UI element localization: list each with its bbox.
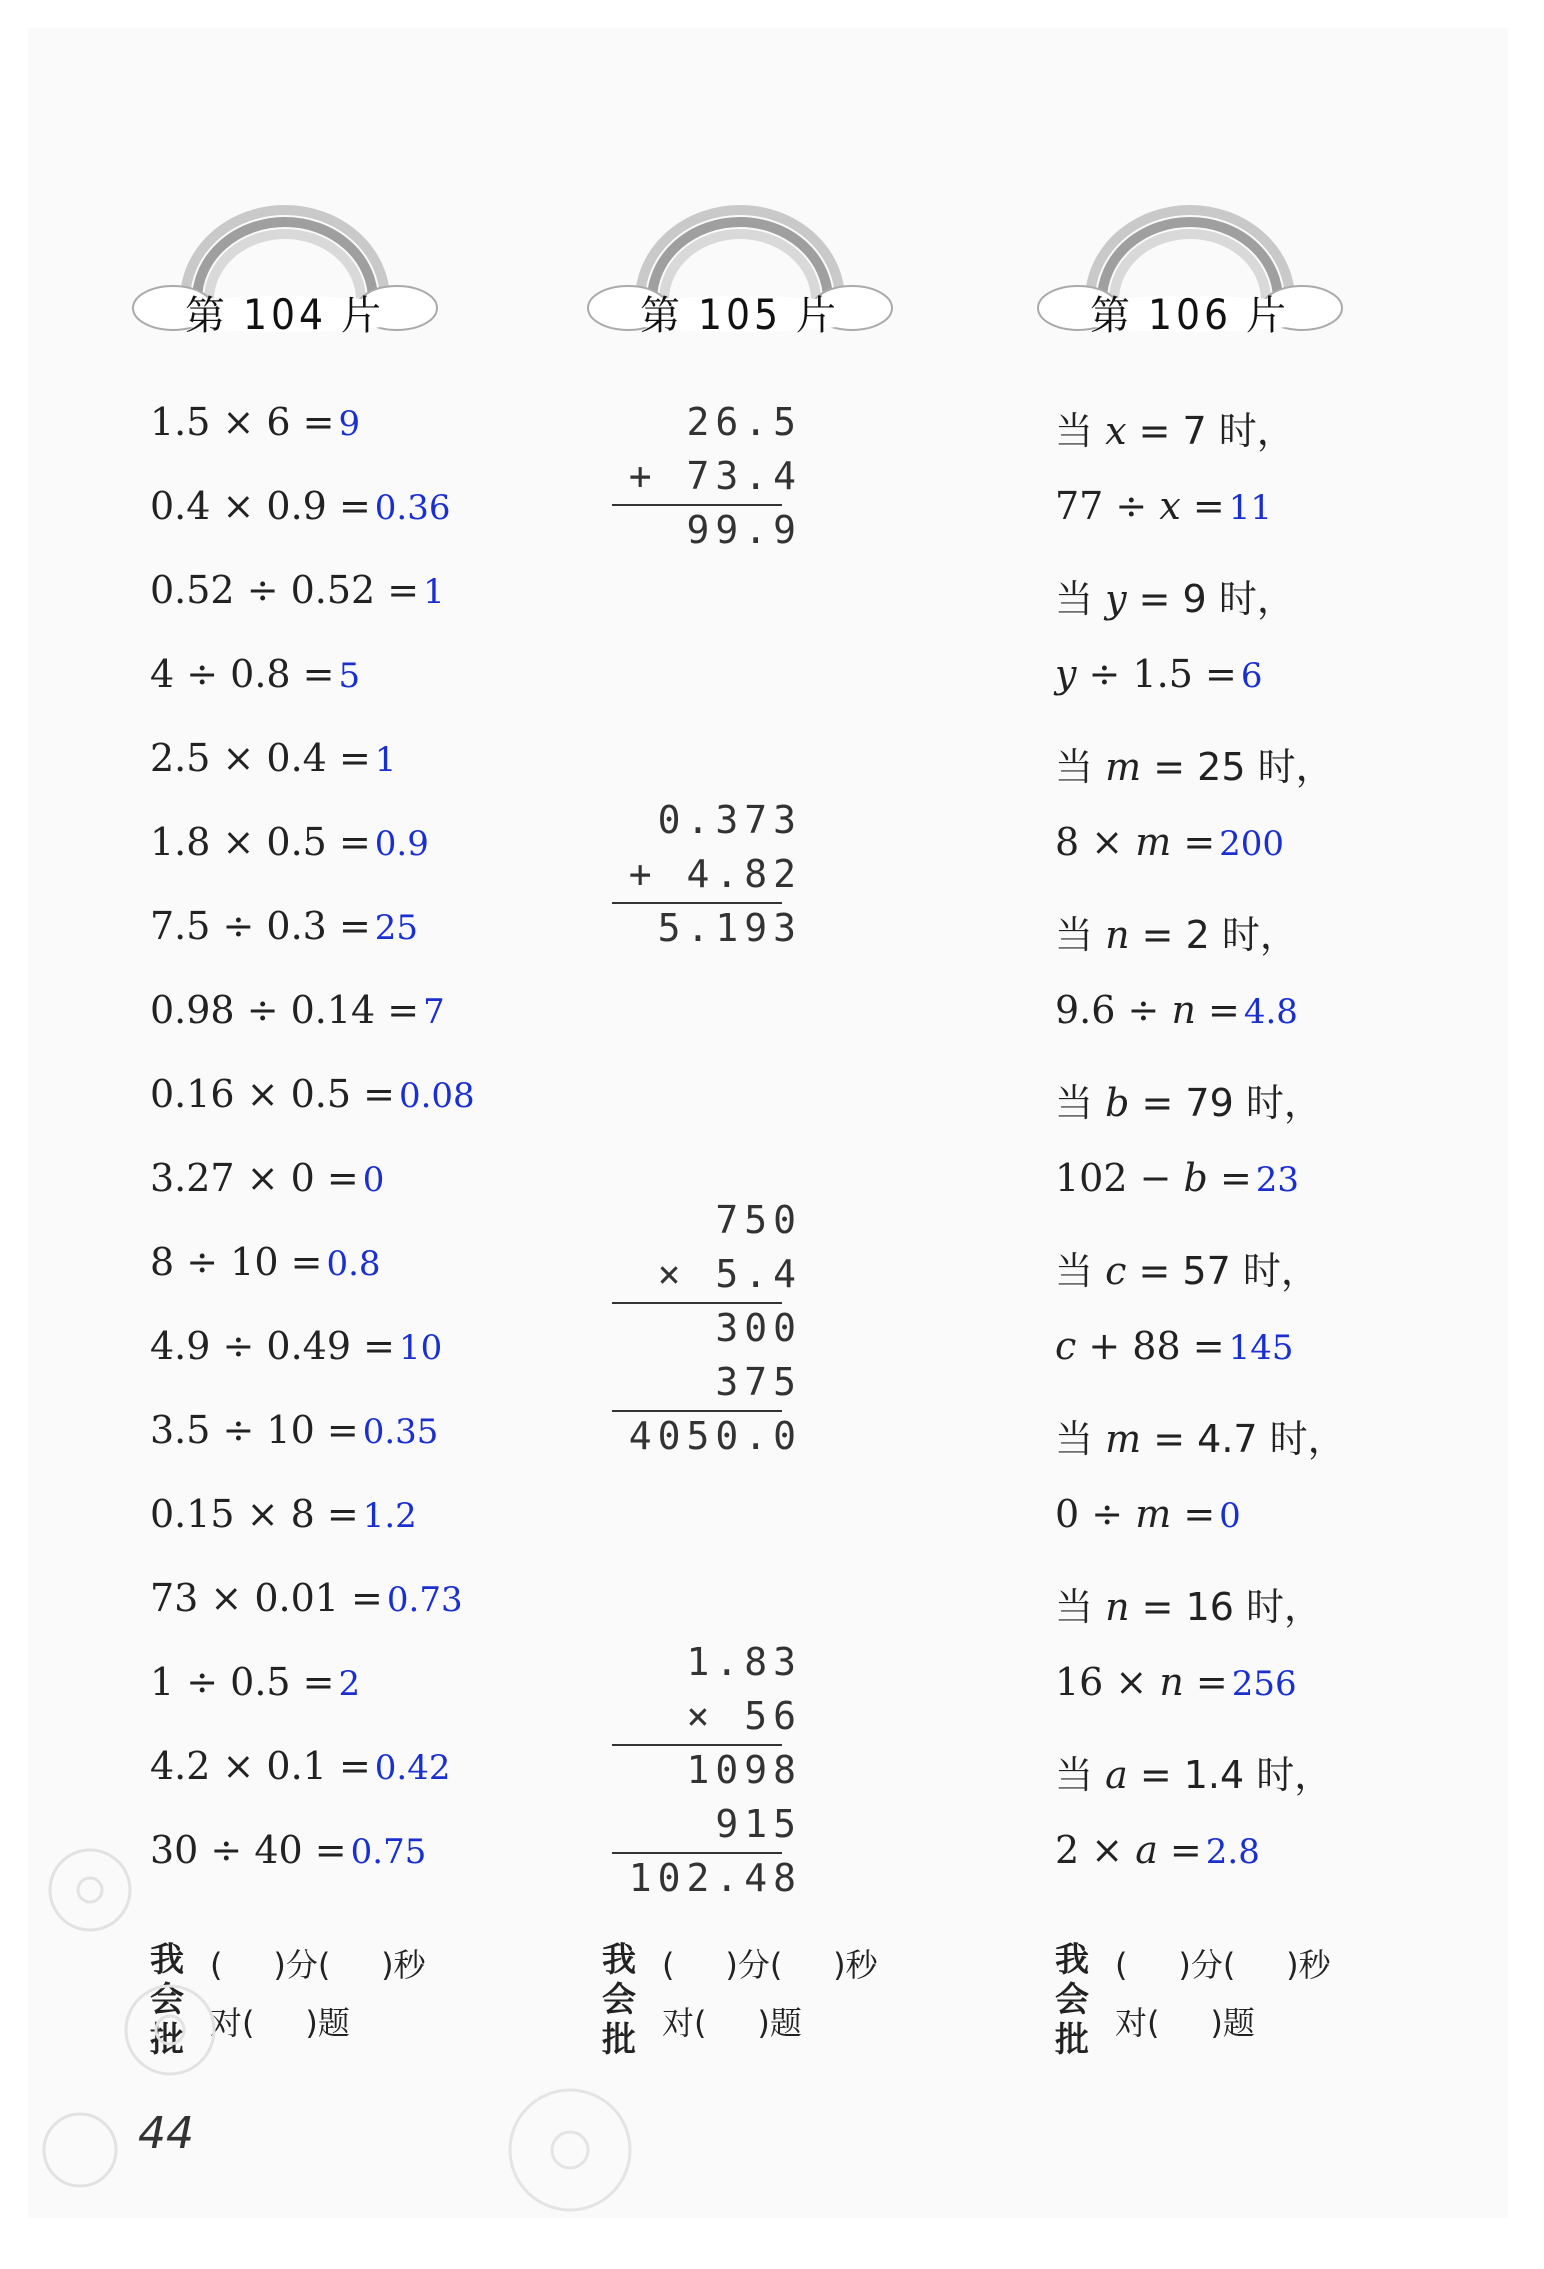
section-header-106 — [1030, 190, 1350, 340]
expression-part: = — [1183, 1660, 1228, 1704]
calculation-line — [612, 1410, 782, 1412]
variable: c — [1055, 1324, 1077, 1368]
section-suffix: 片 — [796, 293, 841, 339]
page-number: 44 — [138, 2108, 194, 2159]
exercise-row — [150, 988, 445, 1032]
expression-part: = — [1171, 820, 1216, 864]
condition-prefix: 当 — [1055, 1249, 1106, 1293]
condition-prefix: 当 — [1055, 1585, 1106, 1629]
exercise-answer: 11 — [1228, 488, 1272, 528]
expression-part: = — [1195, 988, 1240, 1032]
result-row: 5.193 — [657, 906, 802, 950]
time-field[interactable]: ( )分( )秒 — [210, 1946, 426, 1984]
expression-part: 102 − — [1055, 1156, 1184, 1200]
exercise-question: 7.5 ÷ 0.3 = — [150, 904, 371, 948]
condition-prefix: 当 — [1055, 913, 1106, 957]
operand-row: + 4.82 — [628, 852, 802, 896]
condition-row — [1055, 1240, 1319, 1295]
exercise-question: 0.15 × 8 = — [150, 1492, 359, 1536]
expression-part: 0 ÷ — [1055, 1492, 1136, 1536]
operand-row: × 5.4 — [657, 1252, 802, 1296]
rating-char: 会 — [1055, 1980, 1089, 2020]
exercise-answer: 1 — [423, 572, 445, 612]
operand-row: 1.83 — [686, 1640, 802, 1684]
exercise-answer: 2 — [338, 1664, 361, 1704]
condition-value: = 4.7 时， — [1153, 1417, 1346, 1461]
condition-prefix: 当 — [1055, 577, 1106, 621]
exercise-question: 8 ÷ 10 = — [150, 1240, 323, 1284]
exercise-answer: 0.73 — [386, 1580, 463, 1620]
expression-part: 16 × — [1055, 1660, 1160, 1704]
expression-part: 8 × — [1055, 820, 1136, 864]
result-row: 99.9 — [686, 508, 802, 552]
exercise-row — [1055, 1156, 1299, 1200]
correct-count-field[interactable]: 对( )题 — [210, 2004, 350, 2042]
variable: n — [1159, 1660, 1184, 1704]
exercise-question: 0.4 × 0.9 = — [150, 484, 371, 528]
section-prefix: 第 — [1089, 293, 1134, 339]
exercise-row — [150, 1324, 442, 1368]
exercise-question: 0.98 ÷ 0.14 = — [150, 988, 420, 1032]
exercise-question: 30 ÷ 40 = — [150, 1828, 347, 1872]
exercise-answer: 0.75 — [350, 1832, 427, 1872]
condition-value: = 7 时， — [1138, 409, 1295, 453]
variable: n — [1105, 1585, 1142, 1629]
calculation-line — [612, 1744, 782, 1746]
exercise-answer: 6 — [1240, 656, 1263, 696]
variable: a — [1135, 1828, 1158, 1872]
exercise-row — [150, 652, 360, 696]
exercise-row — [150, 820, 429, 864]
exercise-row — [1055, 652, 1262, 696]
exercise-row — [150, 1744, 451, 1788]
exercise-question: 3.5 ÷ 10 = — [150, 1408, 359, 1452]
expression-part: 9.6 ÷ — [1055, 988, 1172, 1032]
section-header-105 — [580, 190, 900, 340]
exercise-answer: 256 — [1231, 1664, 1297, 1704]
variable: m — [1105, 1417, 1154, 1461]
rating-char: 会 — [150, 1980, 184, 2020]
exercise-answer: 10 — [398, 1328, 443, 1368]
partial-product-row: 375 — [715, 1360, 802, 1404]
section-suffix: 片 — [1246, 293, 1291, 339]
exercise-question: 0.52 ÷ 0.52 = — [150, 568, 420, 612]
exercise-row — [150, 1660, 360, 1704]
operand-row: 26.5 — [686, 400, 802, 444]
rating-char: 批 — [1055, 2020, 1089, 2060]
variable: n — [1105, 913, 1142, 957]
exercise-row — [1055, 484, 1272, 528]
condition-row — [1055, 1408, 1346, 1463]
exercise-row — [1055, 1324, 1293, 1368]
condition-value: = 79 时， — [1141, 1081, 1322, 1125]
variable: y — [1105, 577, 1139, 621]
calculation-line — [612, 1302, 782, 1304]
exercise-row — [150, 1156, 384, 1200]
section-header-104 — [125, 190, 445, 340]
calculation-line — [612, 902, 782, 904]
flower-decoration-icon — [470, 2070, 670, 2260]
expression-part: = — [1157, 1828, 1202, 1872]
condition-value: = 57 时， — [1138, 1249, 1319, 1293]
exercise-row — [150, 1240, 381, 1284]
condition-prefix: 当 — [1055, 1081, 1106, 1125]
variable: y — [1055, 652, 1077, 696]
expression-part: ÷ 1.5 = — [1076, 652, 1237, 696]
rating-char: 我 — [602, 1940, 636, 1980]
exercise-question: 3.27 × 0 = — [150, 1156, 359, 1200]
condition-value: = 16 时， — [1141, 1585, 1323, 1629]
flower-decoration-icon — [30, 1830, 230, 2210]
exercise-answer: 0 — [362, 1160, 385, 1200]
exercise-row — [150, 1576, 463, 1620]
exercise-question: 73 × 0.01 = — [150, 1576, 383, 1620]
partial-product-row: 1098 — [686, 1748, 802, 1792]
exercise-question: 1.8 × 0.5 = — [150, 820, 371, 864]
section-prefix: 第 — [184, 293, 229, 339]
expression-part: = — [1180, 484, 1225, 528]
condition-value: = 25 时， — [1153, 745, 1334, 789]
expression-part: 77 ÷ — [1055, 484, 1160, 528]
exercise-row — [150, 904, 418, 948]
condition-value: = 1.4 时， — [1139, 1753, 1333, 1797]
section-number: 106 — [1147, 290, 1233, 339]
exercise-row — [150, 1492, 417, 1536]
operand-row: 0.373 — [657, 798, 802, 842]
exercise-row — [150, 736, 396, 780]
exercise-row — [150, 484, 451, 528]
operand-row: × 56 — [686, 1694, 802, 1738]
exercise-row — [1055, 1828, 1260, 1872]
variable: m — [1105, 745, 1154, 789]
exercise-row — [150, 1408, 438, 1452]
variable: x — [1159, 484, 1181, 528]
exercise-question: 1 ÷ 0.5 = — [150, 1660, 335, 1704]
correct-count-field[interactable]: 对( )题 — [662, 2004, 802, 2042]
exercise-answer: 4.8 — [1243, 992, 1298, 1032]
exercise-answer: 0 — [1219, 1496, 1241, 1536]
section-suffix: 片 — [341, 293, 386, 339]
variable: b — [1183, 1156, 1208, 1200]
variable: x — [1105, 409, 1139, 453]
condition-row — [1055, 400, 1295, 455]
condition-row — [1055, 1744, 1332, 1799]
variable: m — [1135, 820, 1172, 864]
exercise-answer: 0.9 — [374, 824, 429, 864]
exercise-answer: 9 — [338, 404, 361, 444]
condition-row — [1055, 1072, 1322, 1127]
rating-char: 我 — [1055, 1940, 1089, 1980]
section-number: 104 — [242, 290, 328, 339]
variable: a — [1105, 1753, 1140, 1797]
partial-product-row: 915 — [715, 1802, 802, 1846]
variable: c — [1105, 1249, 1139, 1293]
exercise-answer: 7 — [423, 992, 445, 1032]
condition-row — [1055, 568, 1295, 623]
exercise-answer: 1.2 — [362, 1496, 417, 1536]
correct-count-field[interactable]: 对( )题 — [1115, 2004, 1255, 2042]
exercise-question: 2.5 × 0.4 = — [150, 736, 371, 780]
variable: b — [1105, 1081, 1142, 1125]
exercise-row — [150, 568, 445, 612]
exercise-row — [1055, 1492, 1241, 1536]
calculation-line — [612, 504, 782, 506]
rating-char: 会 — [602, 1980, 636, 2020]
expression-part: 2 × — [1055, 1828, 1136, 1872]
exercise-question: 0.16 × 0.5 = — [150, 1072, 395, 1116]
condition-row — [1055, 904, 1298, 959]
exercise-row — [1055, 820, 1284, 864]
exercise-answer: 200 — [1219, 824, 1285, 864]
exercise-row — [1055, 1660, 1297, 1704]
exercise-answer: 25 — [374, 908, 419, 948]
exercise-answer: 0.36 — [374, 488, 451, 528]
time-field[interactable]: ( )分( )秒 — [1115, 1946, 1331, 1984]
condition-prefix: 当 — [1055, 409, 1106, 453]
rating-char: 批 — [602, 2020, 636, 2060]
exercise-answer: 1 — [374, 740, 397, 780]
condition-row — [1055, 1576, 1322, 1631]
result-row: 4050.0 — [628, 1414, 802, 1458]
exercise-answer: 2.8 — [1205, 1832, 1260, 1872]
exercise-question: 4.2 × 0.1 = — [150, 1744, 371, 1788]
exercise-answer: 23 — [1255, 1160, 1300, 1200]
condition-prefix: 当 — [1055, 1753, 1106, 1797]
condition-value: = 9 时， — [1138, 577, 1295, 621]
expression-part: + 88 = — [1076, 1324, 1225, 1368]
result-row: 102.48 — [628, 1856, 802, 1900]
operand-row: + 73.4 — [628, 454, 802, 498]
variable: n — [1171, 988, 1196, 1032]
exercise-question: 1.5 × 6 = — [150, 400, 335, 444]
exercise-answer: 0.35 — [362, 1412, 439, 1452]
rating-char: 批 — [150, 2020, 184, 2060]
exercise-answer: 5 — [338, 656, 361, 696]
exercise-row — [150, 400, 360, 444]
condition-prefix: 当 — [1055, 745, 1106, 789]
exercise-question: 4 ÷ 0.8 = — [150, 652, 335, 696]
exercise-question: 4.9 ÷ 0.49 = — [150, 1324, 395, 1368]
operand-row: 750 — [715, 1198, 802, 1242]
exercise-row — [1055, 988, 1298, 1032]
exercise-row — [150, 1072, 475, 1116]
exercise-answer: 145 — [1228, 1328, 1294, 1368]
exercise-answer: 0.42 — [374, 1748, 451, 1788]
section-prefix: 第 — [639, 293, 684, 339]
partial-product-row: 300 — [715, 1306, 802, 1350]
exercise-answer: 0.8 — [326, 1244, 381, 1284]
condition-row — [1055, 736, 1334, 791]
condition-prefix: 当 — [1055, 1417, 1106, 1461]
variable: m — [1135, 1492, 1172, 1536]
time-field[interactable]: ( )分( )秒 — [662, 1946, 878, 1984]
exercise-answer: 0.08 — [398, 1076, 475, 1116]
expression-part: = — [1171, 1492, 1216, 1536]
rating-char: 我 — [150, 1940, 184, 1980]
condition-value: = 2 时， — [1141, 913, 1298, 957]
section-number: 105 — [697, 290, 783, 339]
expression-part: = — [1207, 1156, 1252, 1200]
calculation-line — [612, 1852, 782, 1854]
